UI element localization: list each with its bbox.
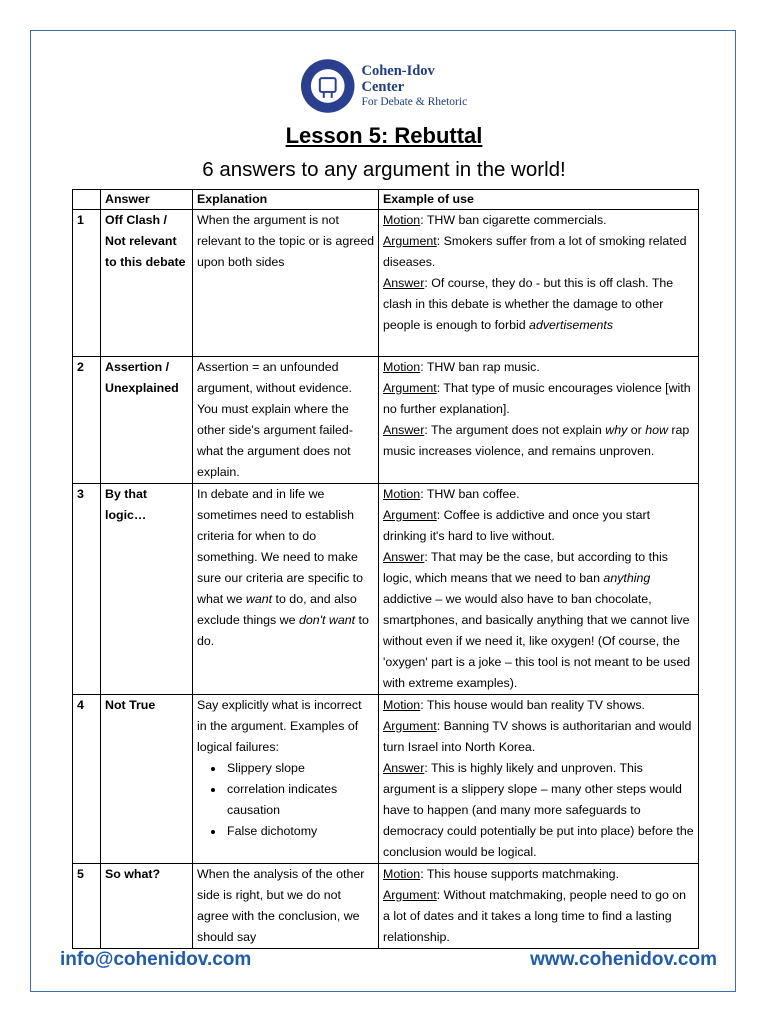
row-example [379, 484, 699, 695]
row-number: 1 [73, 210, 101, 357]
row-number: 5 [73, 864, 101, 949]
row-number: 2 [73, 357, 101, 484]
page-title: Lesson 5: Rebuttal [285, 123, 483, 148]
row-explanation: When the analysis of the other side is right, but we do not agree with the conclusion, we should say [193, 864, 379, 949]
answer-label: Answer [383, 550, 425, 564]
table-header-row [73, 190, 699, 210]
row-example [379, 695, 699, 864]
argument-label: Argument [383, 888, 437, 902]
answer-text: : That may be the case, but according to this logic, which means that we need to ban [383, 550, 668, 585]
page-subtitle: 6 answers to any argument in the world! [202, 158, 566, 181]
argument-label: Argument [383, 381, 437, 395]
answer-italic: advertisements [529, 318, 614, 332]
argument-text: : That type of music encourages violence [with no further explanation]. [383, 381, 691, 416]
table-row [73, 210, 699, 357]
row-example [379, 357, 699, 484]
header-answer: Answer [101, 190, 193, 210]
answer-text: addictive – we would also have to ban chocolate, smartphones, and basically anything that we cannot live without even if we need it, like oxygen! (Of course, the 'oxygen' part is a joke – this tool is not meant to be used with extreme examples). [383, 592, 691, 690]
argument-label: Argument [383, 234, 437, 248]
motion-label: Motion [383, 487, 421, 501]
seal-icon [300, 58, 355, 114]
explanation-italic: don't want [298, 613, 356, 627]
list-item: • Slippery slope [225, 758, 374, 779]
table-row [73, 357, 699, 484]
explanation-text: to do, and also exclude things we [197, 592, 357, 627]
answer-text: : The argument does not explain [424, 423, 606, 437]
row-example [379, 864, 699, 949]
list-item: • correlation indicates causation [225, 779, 374, 821]
motion-text: : THW ban coffee. [420, 487, 520, 501]
row-number: 4 [73, 695, 101, 864]
motion-text: : THW ban cigarette commercials. [420, 213, 607, 227]
row-explanation: Assertion = an unfounded argument, without evidence. You must explain where the other side's argument failed-what the argument does not explain. [193, 357, 379, 484]
motion-label: Motion [383, 867, 421, 881]
answer-italic: anything [603, 571, 651, 585]
motion-text: : This house supports matchmaking. [420, 867, 620, 881]
answer-label: Answer [383, 276, 425, 290]
answer-italic: how [645, 423, 668, 437]
table-row [73, 864, 699, 949]
footer-email[interactable]: info@cohenidov.com [60, 949, 252, 970]
argument-text: : Without matchmaking, people need to go on a lot of dates and it takes a long time to find a lasting relationship. [383, 888, 687, 944]
row-number: 3 [73, 484, 101, 695]
logo [300, 55, 480, 117]
row-explanation [193, 695, 379, 864]
argument-text: : Coffee is addictive and once you start drinking it's hard to live without. [383, 508, 651, 543]
header-number [73, 190, 101, 210]
header-explanation: Explanation [193, 190, 379, 210]
answer-text: rap music increases violence, and remains unproven. [383, 423, 690, 458]
table-row [73, 484, 699, 695]
argument-label: Argument [383, 508, 437, 522]
row-answer: Off Clash / Not relevant to this debate [101, 210, 193, 357]
row-answer: So what? [101, 864, 193, 949]
argument-text: : Banning TV shows is authoritarian and would turn Israel into North Korea. [383, 719, 692, 754]
answer-label: Answer [383, 423, 425, 437]
motion-text: : This house would ban reality TV shows. [420, 698, 645, 712]
answer-italic: why [605, 423, 628, 437]
answer-text: or [627, 423, 646, 437]
answer-text: : Of course, they do - but this is off clash. The clash in this debate is whether the damage to other people is enough to forbid [383, 276, 674, 332]
motion-label: Motion [383, 213, 421, 227]
argument-label: Argument [383, 719, 437, 733]
rebuttal-table [72, 189, 699, 949]
answer-text: : This is highly likely and unproven. This argument is a slippery slope – many other steps would have to happen (and many more safeguards to democracy could potentially be put into place) before the conclusion would be logical. [383, 761, 694, 859]
header-example: Example of use [379, 190, 699, 210]
row-example [379, 210, 699, 357]
argument-text: : Smokers suffer from a lot of smoking related diseases. [383, 234, 687, 269]
logo-name: Cohen-Idov Center [361, 63, 435, 95]
list-item: • False dichotomy [225, 821, 374, 842]
answer-label: Answer [383, 761, 425, 775]
bullet-list [197, 758, 374, 842]
row-answer: Not True [101, 695, 193, 864]
motion-text: : THW ban rap music. [420, 360, 540, 374]
logo-subtitle: For Debate & Rhetoric [361, 96, 468, 108]
motion-label: Motion [383, 360, 421, 374]
footer-website[interactable]: www.cohenidov.com [530, 949, 717, 970]
motion-label: Motion [383, 698, 421, 712]
explanation-text: Say explicitly what is incorrect in the argument. Examples of logical failures: [197, 698, 362, 754]
explanation-text: In debate and in life we sometimes need to establish criteria for when to do something. We need to make sure our criteria are specific to what we [197, 487, 363, 606]
row-explanation [193, 484, 379, 695]
row-explanation: When the argument is not relevant to the topic or is agreed upon both sides [193, 210, 379, 357]
row-answer: By that logic… [101, 484, 193, 695]
row-answer: Assertion / Unexplained [101, 357, 193, 484]
explanation-text: to do. [197, 613, 369, 648]
table-row [73, 695, 699, 864]
explanation-italic: want [245, 592, 273, 606]
